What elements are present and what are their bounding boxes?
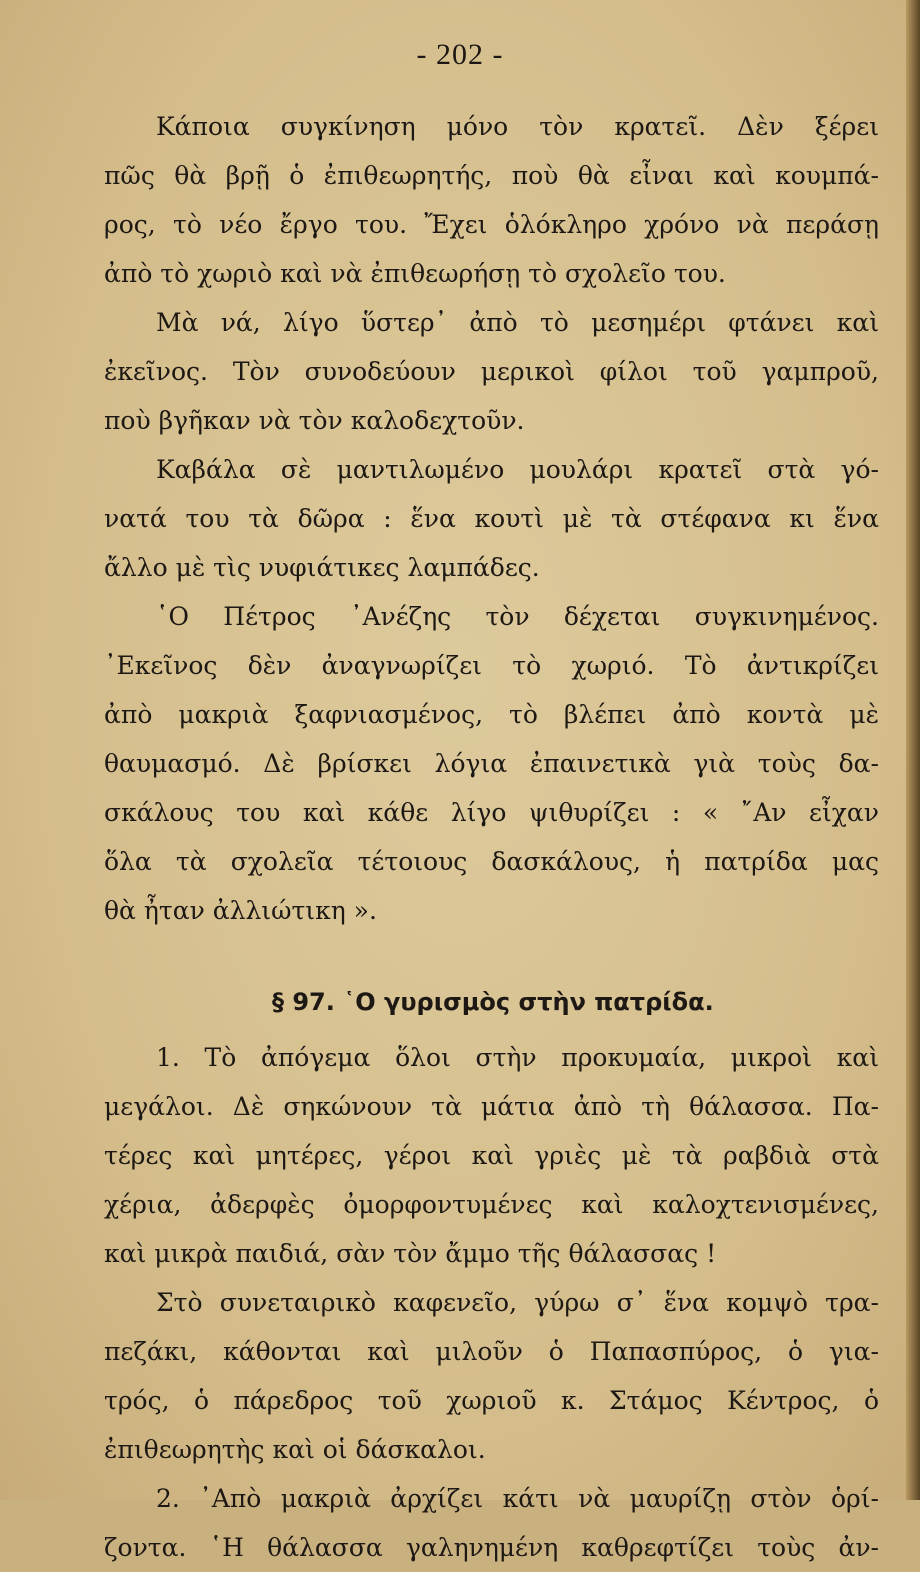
text-line: ἀπὸ μακριὰ ξαφνιασμένος, τὸ βλέπει ἀπὸ κοντὰ μὲ [104, 700, 879, 729]
text-line: καὶ μικρὰ παιδιά, σὰν τὸν ἄμμο τῆς θάλασσας ! [104, 1239, 717, 1268]
text-line: Κάποια συγκίνηση μόνο τὸν κρατεῖ. Δὲν ξέρει [156, 112, 879, 141]
text-line: πεζάκι, κάθονται καὶ μιλοῦν ὁ Παπασπύρος, ὁ για- [104, 1337, 879, 1366]
text-line: ἀπὸ τὸ χωριὸ καὶ νὰ ἐπιθεωρήσῃ τὸ σχολεῖο του. [104, 259, 726, 288]
text-line: ποὺ βγῆκαν νὰ τὸν καλοδεχτοῦν. [104, 406, 525, 435]
text-line: θαυμασμό. Δὲ βρίσκει λόγια ἐπαινετικὰ γιὰ τοὺς δα- [104, 749, 879, 778]
text-line: ῾Ο Πέτρος ᾽Ανέζης τὸν δέχεται συγκινημένος. [156, 602, 879, 631]
page-edge-shadow [906, 0, 920, 1500]
section-spacer [104, 935, 879, 971]
text-line: ζοντα. ῾Η θάλασσα γαληνημένη καθρεφτίζει τοὺς ἀν- [104, 1533, 879, 1562]
text-line: 1. Τὸ ἀπόγεμα ὅλοι στὴν προκυμαία, μικροὶ καὶ [156, 1043, 879, 1072]
text-line: ἐπιθεωρητὴς καὶ οἱ δάσκαλοι. [104, 1435, 486, 1464]
text-line: τρός, ὁ πάρεδρος τοῦ χωριοῦ κ. Στάμος Κέντρος, ὁ [104, 1386, 879, 1415]
body-text [104, 102, 879, 1572]
text-line: θὰ ἦταν ἀλλιώτικη ». [104, 896, 377, 925]
text-line: ἄλλο μὲ τὶς νυφιάτικες λαμπάδες. [104, 553, 540, 582]
text-line: νατά του τὰ δῶρα : ἕνα κουτὶ μὲ τὰ στέφανα κι ἕνα [104, 504, 879, 533]
text-line: ὅλα τὰ σχολεῖα τέτοιους δασκάλους, ἡ πατρίδα μας [104, 847, 879, 876]
text-line: Καβάλα σὲ μαντιλωμένο μουλάρι κρατεῖ στὰ γό- [156, 455, 879, 484]
text-line: σκάλους του καὶ κάθε λίγο ψιθυρίζει : « ῎Αν εἶχαν [104, 798, 879, 827]
page-number: - 202 - [416, 38, 504, 71]
section-heading: § 97. ῾Ο γυρισμὸς στὴν πατρίδα. [272, 988, 714, 1016]
text-line: τέρες καὶ μητέρες, γέροι καὶ γριὲς μὲ τὰ ραβδιὰ στὰ [104, 1141, 879, 1170]
text-line: ᾽Εκεῖνος δὲν ἀναγνωρίζει τὸ χωριό. Τὸ ἀντικρίζει [104, 651, 879, 680]
text-line: χέρια, ἀδερφὲς ὀμορφοντυμένες καὶ καλοχτενισμένες, [104, 1190, 879, 1219]
text-line: πῶς θὰ βρῇ ὁ ἐπιθεωρητής, ποὺ θὰ εἶναι καὶ κουμπά- [104, 161, 879, 190]
text-line: μεγάλοι. Δὲ σηκώνουν τὰ μάτια ἀπὸ τὴ θάλασσα. Πα- [104, 1092, 879, 1121]
text-line: 2. ᾽Απὸ μακριὰ ἀρχίζει κάτι νὰ μαυρίζῃ στὸν ὁρί- [156, 1484, 879, 1513]
text-line: Μὰ νά, λίγο ὕστερ᾽ ἀπὸ τὸ μεσημέρι φτάνει καὶ [156, 308, 879, 337]
text-line: ρος, τὸ νέο ἔργο του. Ἔχει ὁλόκληρο χρόνο νὰ περάσῃ [104, 210, 879, 239]
text-line: Στὸ συνεταιρικὸ καφενεῖο, γύρω σ᾽ ἕνα κομψὸ τρα- [156, 1288, 879, 1317]
text-line: ἐκεῖνος. Τὸν συνοδεύουν μερικοὶ φίλοι τοῦ γαμπροῦ, [104, 357, 879, 386]
